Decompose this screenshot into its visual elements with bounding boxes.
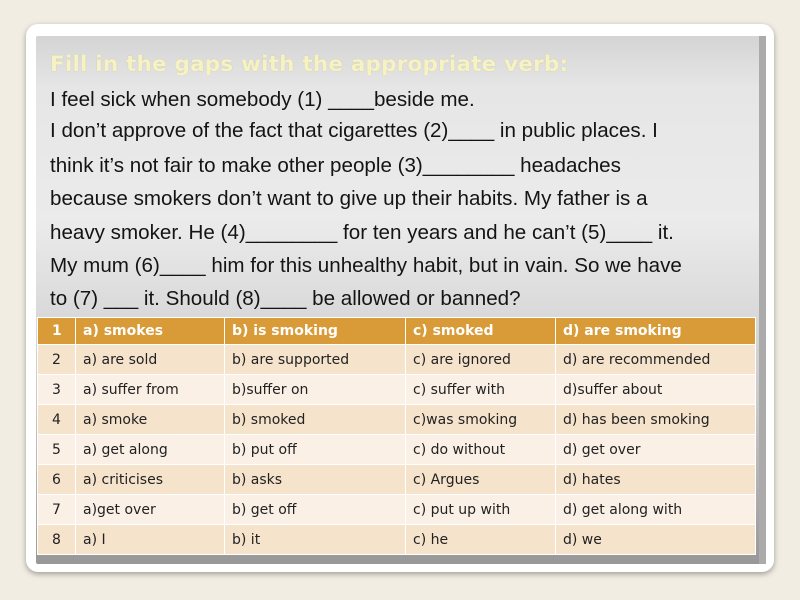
option-b: b) put off xyxy=(225,435,406,465)
slide-right-edge xyxy=(759,36,766,564)
question-number: 3 xyxy=(38,375,76,405)
option-d: d) we xyxy=(556,525,756,555)
exercise-heading: Fill in the gaps with the appropriate verb: xyxy=(50,52,569,77)
paragraph-line-3: think it’s not fair to make other people (3)________ headaches xyxy=(50,154,621,177)
option-c: c) are ignored xyxy=(406,345,556,375)
table-row xyxy=(38,345,756,375)
question-number: 5 xyxy=(38,435,76,465)
option-b: b) smoked xyxy=(225,405,406,435)
option-a: a) I xyxy=(76,525,225,555)
table-row xyxy=(38,525,756,555)
option-a: a) smokes xyxy=(76,318,225,345)
option-a: a)get over xyxy=(76,495,225,525)
question-number: 2 xyxy=(38,345,76,375)
question-number: 7 xyxy=(38,495,76,525)
option-d: d) are smoking xyxy=(556,318,756,345)
option-a: a) get along xyxy=(76,435,225,465)
question-number: 6 xyxy=(38,465,76,495)
paragraph-line-6: My mum (6)____ him for this unhealthy habit, but in vain. So we have xyxy=(50,254,682,277)
paragraph-line-2: I don’t approve of the fact that cigarettes (2)____ in public places. I xyxy=(50,119,658,142)
option-b: b) is smoking xyxy=(225,318,406,345)
option-c: c) smoked xyxy=(406,318,556,345)
table-row xyxy=(38,465,756,495)
option-b: b) are supported xyxy=(225,345,406,375)
option-b: b) get off xyxy=(225,495,406,525)
option-d: d) get over xyxy=(556,435,756,465)
paragraph-line-4: because smokers don’t want to give up their habits. My father is a xyxy=(50,187,648,210)
option-c: c) he xyxy=(406,525,556,555)
option-a: a) suffer from xyxy=(76,375,225,405)
option-b: b) asks xyxy=(225,465,406,495)
table-row xyxy=(38,435,756,465)
paragraph-line-1: I feel sick when somebody (1) ____beside me. xyxy=(50,88,475,111)
question-number: 4 xyxy=(38,405,76,435)
option-a: a) criticises xyxy=(76,465,225,495)
paragraph-line-7: to (7) ___ it. Should (8)____ be allowed or banned? xyxy=(50,287,521,310)
option-d: d) hates xyxy=(556,465,756,495)
table-row xyxy=(38,495,756,525)
table-row xyxy=(38,375,756,405)
table-row xyxy=(38,405,756,435)
question-number: 8 xyxy=(38,525,76,555)
option-d: d)suffer about xyxy=(556,375,756,405)
option-c: c) suffer with xyxy=(406,375,556,405)
option-c: c)was smoking xyxy=(406,405,556,435)
question-number: 1 xyxy=(38,318,76,345)
table-row xyxy=(38,318,756,345)
option-d: d) get along with xyxy=(556,495,756,525)
option-b: b)suffer on xyxy=(225,375,406,405)
option-a: a) are sold xyxy=(76,345,225,375)
option-a: a) smoke xyxy=(76,405,225,435)
paragraph-line-5: heavy smoker. He (4)________ for ten years and he can’t (5)____ it. xyxy=(50,221,674,244)
option-c: c) put up with xyxy=(406,495,556,525)
answer-options-table xyxy=(37,317,756,555)
option-d: d) are recommended xyxy=(556,345,756,375)
option-c: c) Argues xyxy=(406,465,556,495)
option-c: c) do without xyxy=(406,435,556,465)
option-d: d) has been smoking xyxy=(556,405,756,435)
option-b: b) it xyxy=(225,525,406,555)
